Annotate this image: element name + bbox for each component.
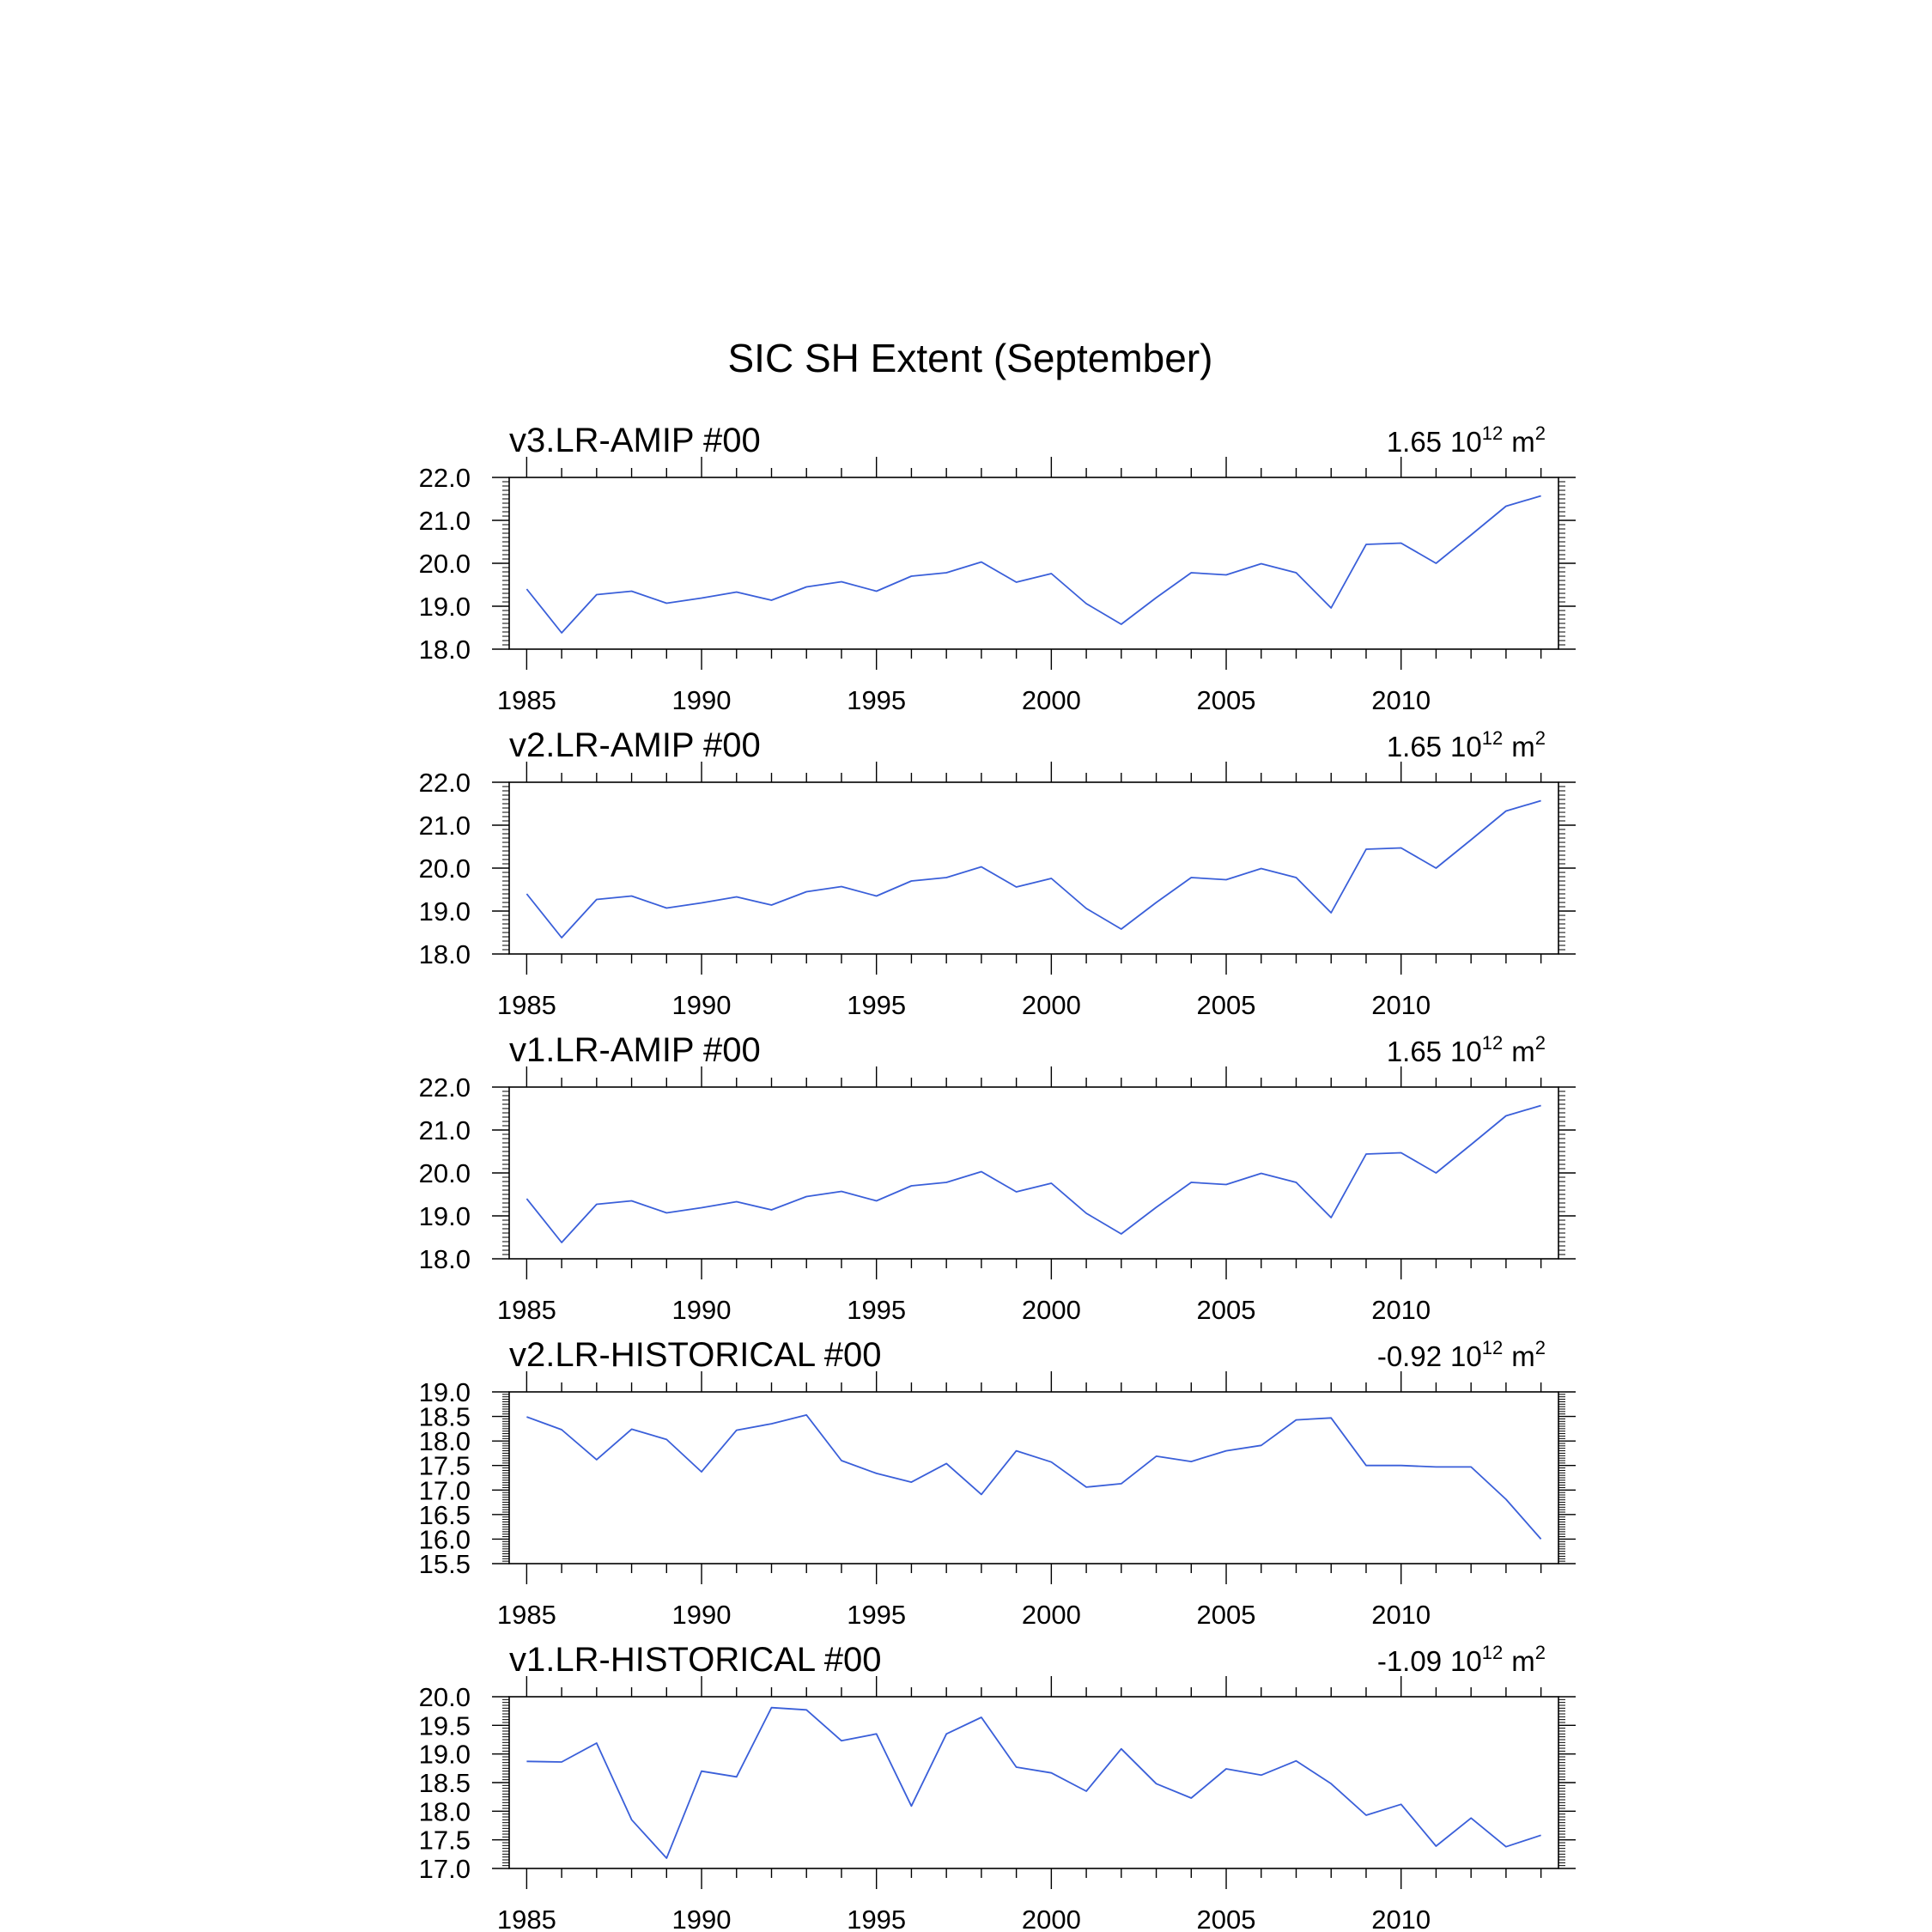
y-tick-label: 17.5 xyxy=(418,1450,471,1481)
plot-frame xyxy=(509,782,1558,954)
x-tick-label: 1985 xyxy=(496,1295,556,1325)
x-tick-label: 2000 xyxy=(1021,1295,1081,1325)
y-tick-label: 17.5 xyxy=(418,1825,471,1856)
y-tick-label: 16.0 xyxy=(418,1524,471,1555)
panels xyxy=(419,422,1576,1932)
y-tick-label: 21.0 xyxy=(418,1115,471,1145)
x-tick-label: 1995 xyxy=(847,1905,907,1932)
y-tick-label: 22.0 xyxy=(418,768,471,798)
series-line xyxy=(526,1415,1540,1540)
y-tick-label: 18.0 xyxy=(418,635,471,665)
panel-title: v1.LR-HISTORICAL #00 xyxy=(509,1641,882,1679)
plot-frame xyxy=(509,1087,1558,1259)
y-tick-label: 18.0 xyxy=(418,1426,471,1457)
x-tick-label: 2005 xyxy=(1196,1600,1256,1630)
y-tick-label: 19.0 xyxy=(418,1377,471,1407)
x-tick-label: 2005 xyxy=(1196,685,1256,715)
x-tick-label: 2005 xyxy=(1196,990,1256,1020)
trend-unit-m: m xyxy=(1511,1036,1535,1067)
x-tick-label: 2010 xyxy=(1371,1905,1431,1932)
plot-frame xyxy=(509,1697,1558,1868)
x-tick-label: 2010 xyxy=(1371,1600,1431,1630)
trend-unit-m: m xyxy=(1511,426,1535,458)
series-line xyxy=(526,801,1540,939)
x-tick-label: 1990 xyxy=(671,1600,732,1630)
trend-value: -0.92 xyxy=(1376,1340,1443,1372)
trend-value: -1.09 xyxy=(1376,1645,1443,1677)
x-tick-label: 2000 xyxy=(1021,1600,1081,1630)
trend-annotation xyxy=(1387,422,1546,458)
x-tick-label: 1985 xyxy=(496,990,556,1020)
y-tick-label: 18.5 xyxy=(418,1768,471,1798)
chart-panel xyxy=(419,1031,1576,1325)
trend-unit: 10 xyxy=(1450,426,1482,458)
y-tick-label: 22.0 xyxy=(418,1072,471,1103)
panel-title: v2.LR-AMIP #00 xyxy=(509,726,761,764)
trend-exponent: 12 xyxy=(1481,1337,1504,1358)
trend-unit: 10 xyxy=(1450,731,1482,762)
x-tick-label: 1990 xyxy=(671,685,732,715)
y-tick-label: 17.0 xyxy=(418,1475,471,1506)
x-tick-label: 2005 xyxy=(1196,1295,1256,1325)
y-tick-label: 18.5 xyxy=(418,1401,471,1432)
y-tick-label: 18.0 xyxy=(418,1244,471,1274)
trend-unit-m-exponent: 2 xyxy=(1534,1337,1546,1358)
x-tick-label: 1990 xyxy=(671,1905,732,1932)
panel-title: v3.LR-AMIP #00 xyxy=(509,422,761,459)
x-tick-label: 2000 xyxy=(1021,990,1081,1020)
plot-frame xyxy=(509,1392,1558,1564)
trend-exponent: 12 xyxy=(1481,1032,1504,1054)
y-tick-label: 20.0 xyxy=(418,1682,471,1712)
trend-value: 1.65 xyxy=(1386,731,1443,762)
y-tick-label: 17.0 xyxy=(418,1854,471,1884)
y-tick-label: 19.5 xyxy=(418,1710,471,1741)
y-tick-label: 18.0 xyxy=(418,1796,471,1827)
x-tick-label: 1985 xyxy=(496,1905,556,1932)
figure-title: SIC SH Extent (September) xyxy=(727,336,1213,380)
trend-unit-m-exponent: 2 xyxy=(1534,1032,1546,1054)
trend-annotation xyxy=(1387,727,1546,762)
trend-unit-m-exponent: 2 xyxy=(1534,1642,1546,1663)
trend-annotation xyxy=(1387,1032,1546,1067)
y-tick-label: 19.0 xyxy=(418,592,471,622)
y-tick-label: 20.0 xyxy=(418,549,471,579)
x-tick-label: 1990 xyxy=(671,1295,732,1325)
x-tick-label: 1985 xyxy=(496,1600,556,1630)
trend-unit-m: m xyxy=(1511,1645,1535,1677)
series-line xyxy=(526,496,1540,634)
y-tick-label: 21.0 xyxy=(418,506,471,536)
y-tick-label: 18.0 xyxy=(418,939,471,969)
panel-title: v2.LR-HISTORICAL #00 xyxy=(509,1336,882,1374)
trend-exponent: 12 xyxy=(1481,1642,1504,1663)
plot-frame xyxy=(509,477,1558,649)
x-tick-label: 2010 xyxy=(1371,1295,1431,1325)
chart-panel xyxy=(419,726,1576,1020)
chart-panel xyxy=(419,422,1576,715)
y-tick-label: 20.0 xyxy=(418,854,471,884)
series-line xyxy=(526,1708,1540,1858)
trend-value: 1.65 xyxy=(1386,1036,1443,1067)
x-tick-label: 2000 xyxy=(1021,685,1081,715)
trend-annotation xyxy=(1377,1642,1546,1677)
x-tick-label: 2010 xyxy=(1371,990,1431,1020)
y-tick-label: 20.0 xyxy=(418,1158,471,1188)
chart-panel xyxy=(419,1641,1576,1932)
y-tick-label: 19.0 xyxy=(418,1739,471,1770)
x-tick-label: 2000 xyxy=(1021,1905,1081,1932)
series-line xyxy=(526,1106,1540,1243)
x-tick-label: 1990 xyxy=(671,990,732,1020)
x-tick-label: 1985 xyxy=(496,685,556,715)
y-tick-label: 22.0 xyxy=(418,463,471,493)
x-tick-label: 1995 xyxy=(847,1600,907,1630)
y-tick-label: 16.5 xyxy=(418,1499,471,1530)
trend-unit-m-exponent: 2 xyxy=(1534,422,1546,444)
y-tick-label: 19.0 xyxy=(418,896,471,927)
x-tick-label: 1995 xyxy=(847,685,907,715)
trend-annotation xyxy=(1377,1337,1546,1372)
trend-unit: 10 xyxy=(1450,1645,1482,1677)
trend-exponent: 12 xyxy=(1481,727,1504,749)
y-tick-label: 15.5 xyxy=(418,1549,471,1579)
y-tick-label: 19.0 xyxy=(418,1201,471,1231)
x-tick-label: 2010 xyxy=(1371,685,1431,715)
x-tick-label: 1995 xyxy=(847,1295,907,1325)
x-tick-label: 2005 xyxy=(1196,1905,1256,1932)
chart-panel xyxy=(419,1336,1576,1630)
x-tick-label: 1995 xyxy=(847,990,907,1020)
panel-title: v1.LR-AMIP #00 xyxy=(509,1031,761,1069)
trend-unit-m: m xyxy=(1511,731,1535,762)
trend-unit: 10 xyxy=(1450,1036,1482,1067)
trend-exponent: 12 xyxy=(1481,422,1504,444)
y-tick-label: 21.0 xyxy=(418,811,471,841)
trend-unit-m: m xyxy=(1511,1340,1535,1372)
trend-unit-m-exponent: 2 xyxy=(1534,727,1546,749)
trend-value: 1.65 xyxy=(1386,426,1443,458)
trend-unit: 10 xyxy=(1450,1340,1482,1372)
